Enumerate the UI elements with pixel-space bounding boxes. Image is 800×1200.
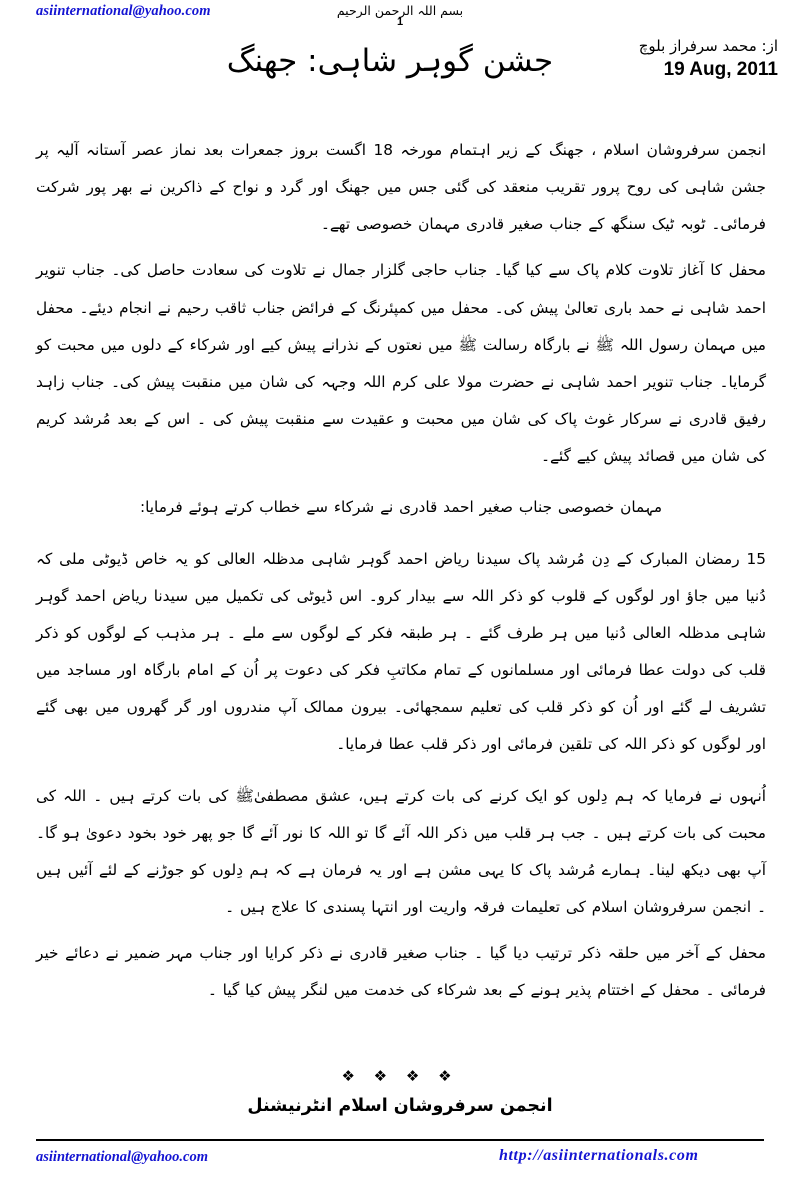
body-paragraph: 15 رمضان المبارک کے دِن مُرشد پاک سیدنا ریاض احمد گوہر شاہی مدظلہ العالی کو یہ خاص ڈیوٹی ملی کہ دُنیا میں جاؤ اور لوگوں کے قلوب کو ذکر اللہ سے بیدار کرو۔ اس ڈیوٹی کی تکمیل میں سیدنا ریاض احمد گوہر شاہی مدظلہ العالی دُنیا میں ہر طرف گئے ۔ ہر طبقہ فکر کے لوگوں سے ملے ۔ ہر مذہب کے لوگوں کو ذکر قلب کی دولت عطا فرمائی اور مسلمانوں کے تمام مکاتبِ فکر کی دعوت پر اُن کے امام بارگاہ اور مساجد میں تشریف لے گئے اور اُن کو ذکر قلب کی تعلیم سمجھائی۔ بیرون ممالک آپ مندروں اور گر گھروں میں بھی گئے اور لوگوں کو ذکر اللہ کی تلقین فرمائی اور ذکر قلب عطا فرمایا۔ — [36, 549, 766, 754]
bismillah-text: بسم اللہ الرحمن الرحیم — [336, 3, 464, 18]
star-ornament-divider-icon: ❖ ❖ ❖ ❖ — [341, 1067, 459, 1085]
body-paragraph: انجمن سرفروشان اسلام ، جھنگ کے زیر اہتمام مورخہ 18 اگست بروز جمعرات بعد نماز عصر آستانہ آلیہ پر جشن شاہی کی روح پرور تقریب منعقد کی گئی جس میں جھنگ اور گرد و نواح کے ذاکرین نے بھر پور شرکت فرمائی۔ ٹوبہ ٹیک سنگھ کے جناب صغیر قادری مہمان خصوصی تھے۔ — [36, 141, 766, 234]
body-paragraph: اُنہوں نے فرمایا کہ ہم دِلوں کو ایک کرنے کی بات کرتے ہیں، عشق مصطفیٰﷺ کی بات کرتے ہیں ۔ اللہ کی محبت کی بات کرتے ہیں ۔ جب ہر قلب میں ذکر اللہ آئے گا تو اللہ کا نور آئے گا جو پھر خود بخود دعویٰ ہو گا۔ آپ بھی دیکھ لینا۔ ہمارے مُرشد پاک کا یہی مشن ہے اور یہ فرمان ہے کہ ہم دِلوں کو جوڑنے کے لئے آئیں ہیں ۔ انجمن سرفروشان اسلام کی تعلیمات فرقہ واریت اور انتہا پسندی کا علاج ہیں ۔ — [36, 786, 766, 916]
article-body — [36, 132, 766, 1018]
header-email-address[interactable]: asiinternational@yahoo.com — [36, 3, 211, 19]
page-header — [0, 0, 800, 130]
body-paragraph-speech-intro: مہمان خصوصی جناب صغیر احمد قادری نے شرکاء سے خطاب کرتے ہوئے فرمایا: — [139, 498, 663, 517]
body-paragraph: محفل کے آخر میں حلقہ ذکر ترتیب دیا گیا ۔ جناب صغیر قادری نے ذکر کرایا اور جناب مہر ضمیر نے دعائے خیر فرمائی ۔ محفل کے اختتام پذیر ہونے کے بعد شرکاء کی خدمت میں لنگر پیش کیا گیا ۔ — [36, 944, 766, 1000]
footer-email-address[interactable]: asiinternational@yahoo.com — [36, 1149, 208, 1165]
body-paragraph: محفل کا آغاز تلاوت کلام پاک سے کیا گیا۔ جناب حاجی گلزار جمال نے تلاوت کی سعادت حاصل کی۔ جناب تنویر احمد شاہی نے حمد باری تعالیٰ پیش کی۔ محفل میں کمپئرنگ کے فرائض جناب ثاقب رحیم نے انجام دیئے۔ محفل میں مہمان رسول اللہ ﷺ نے بارگاہ رسالت ﷺ میں نعتوں کے نذرانے پیش کیے اور شرکاء کے دلوں میں محبت کو گرمایا۔ جناب تنویر احمد شاہی نے حضرت مولا علی کرم اللہ وجہہ کی شان میں منقبت پیش کی۔ جناب زاہد رفیق قادری نے سرکار غوث پاک کی شان میں محبت و عقیدت سے منقبت پیش کی ۔ اس کے بعد مُرشد کریم کی شان میں قصائد پیش کیے گئے۔ — [36, 261, 766, 466]
page-footer — [36, 1139, 764, 1179]
publication-date: 19 Aug, 2011 — [663, 59, 778, 80]
footer-website-link[interactable]: http://asiinternationals.com — [499, 1147, 699, 1164]
author-byline: از: محمد سرفراز بلوچ — [638, 37, 778, 55]
header-meta-block — [639, 36, 778, 81]
footer-divider — [36, 1139, 764, 1141]
organization-signature: انجمن سرفروشان اسلام انٹرنیشنل — [247, 1096, 553, 1116]
page-number: 1 — [396, 16, 404, 28]
page-title: جشن گوہر شاہی: جھنگ — [226, 43, 554, 79]
